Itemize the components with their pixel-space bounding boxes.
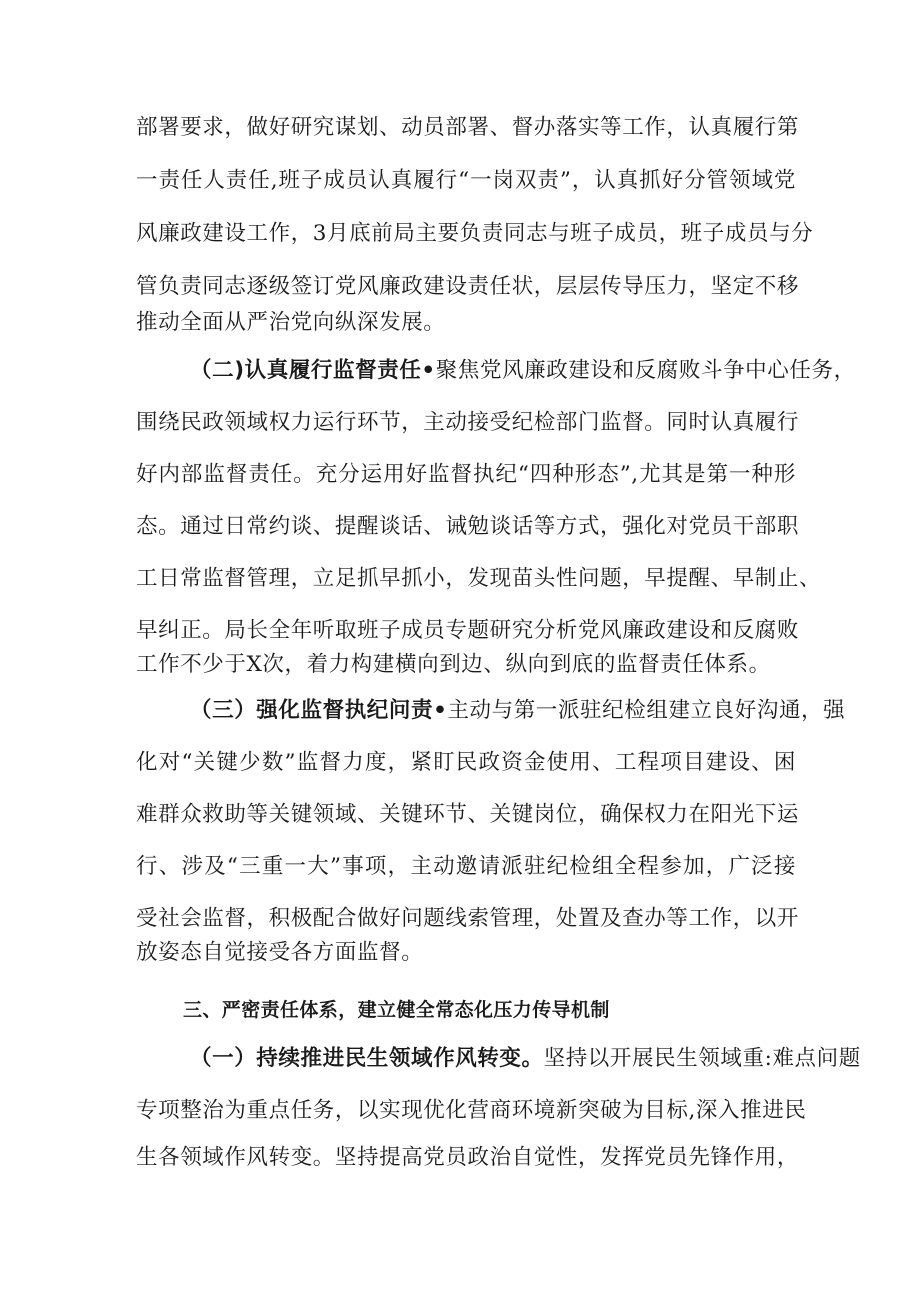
paragraph-line: 推动全面从严治党向纵深发展。 xyxy=(136,310,446,335)
paragraph-lead-text: 主动与第一派驻纪检组建立良好沟通，强 xyxy=(447,698,846,723)
paragraph-lead-text: 聚焦党风廉政建设和反腐败斗争中心任务， xyxy=(435,358,856,383)
paragraph-line: 好内部监督责任。充分运用好监督执纪“四种形态”,尤其是第一种形 xyxy=(136,462,796,487)
paragraph-line: 围绕民政领域权力运行环节，主动接受纪检部门监督。同时认真履行 xyxy=(136,410,800,435)
paragraph-lead-line xyxy=(190,356,856,386)
paragraph-lead-line xyxy=(190,1044,861,1074)
paragraph-line: 放姿态自觉接受各方面监督。 xyxy=(136,940,424,965)
paragraph-line: 早纠正。局长全年听取班子成员专题研究分析党风廉政建设和反腐败 xyxy=(136,618,800,643)
paragraph-line: 管负责同志逐级签订党风廉政建设责任状，层层传导压力，坚定不移 xyxy=(136,274,800,299)
section-heading: 三、严密责任体系，建立健全常态化压力传导机制 xyxy=(183,999,610,1021)
subheading-discipline-accountability: （三）强化监督执纪问责• xyxy=(190,698,448,723)
paragraph-line: 受社会监督，积极配合做好问题线索管理，处置及查办等工作，以开 xyxy=(136,906,800,931)
paragraph-line: 一责任人责任,班子成员认真履行“一岗双责”，认真抓好分管领域党 xyxy=(136,168,796,193)
paragraph-line: 工日常监督管理，立足抓早抓小，发现苗头性问题，早提醒、早制止、 xyxy=(136,566,822,591)
paragraph-line: 生各领域作风转变。坚持提高党员政治自觉性，发挥党员先锋作用， xyxy=(136,1145,800,1170)
paragraph-lead-text: 坚持以开展民生领域重:难点问题 xyxy=(543,1046,861,1071)
paragraph-line: 工作不少于X次，着力构建横向到边、纵向到底的监督责任体系。 xyxy=(136,652,771,677)
paragraph-line: 专项整治为重点任务，以实现优化营商环境新突破为目标,深入推进民 xyxy=(136,1098,807,1123)
paragraph-line: 部署要求，做好研究谋划、动员部署、督办落实等工作，认真履行第 xyxy=(136,115,800,140)
subheading-livelihood-style: （一）持续推进民生领域作风转变。 xyxy=(190,1046,544,1071)
paragraph-lead-line xyxy=(190,696,846,726)
paragraph-line: 行、涉及“三重一大”事项，主动邀请派驻纪检组全程参加，广泛接 xyxy=(136,854,796,879)
paragraph-line: 难群众救助等关键领域、关键环节、关键岗位，确保权力在阳光下运 xyxy=(136,802,800,827)
paragraph-line: 风廉政建设工作，3月底前局主要负责同志与班子成员，班子成员与分 xyxy=(136,221,814,246)
paragraph-line: 化对“关键少数”监督力度，紧盯民政资金使用、工程项目建设、困 xyxy=(136,750,796,775)
subheading-supervision-responsibility: （二)认真履行监督责任• xyxy=(190,358,436,383)
paragraph-line: 态。通过日常约谈、提醒谈话、诫勉谈话等方式，强化对党员干部职 xyxy=(136,514,800,539)
